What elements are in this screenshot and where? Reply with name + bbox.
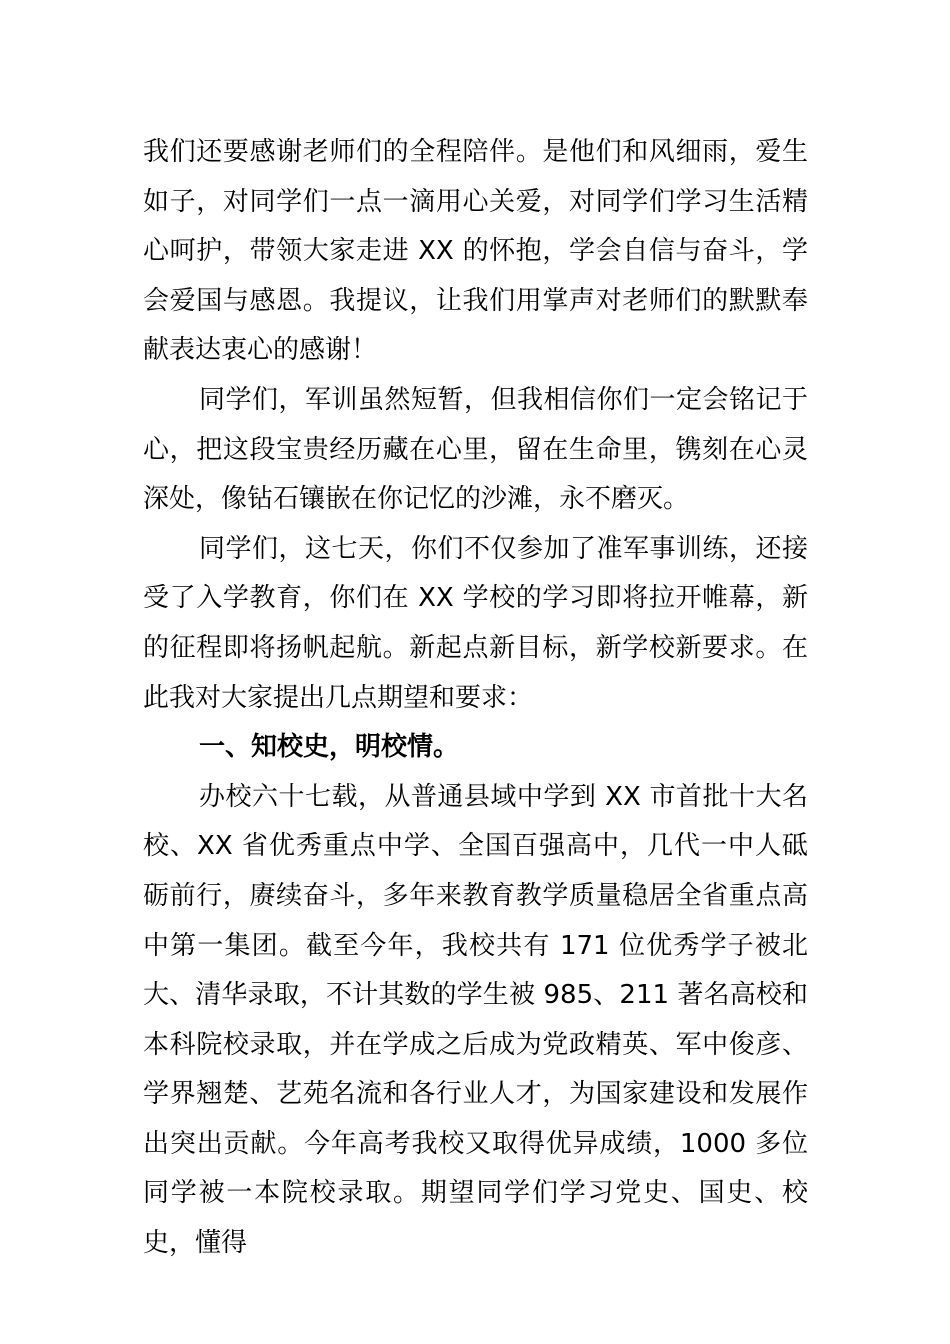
section-heading-school-history: 一、知校史，明校情。 xyxy=(199,732,460,763)
paragraph-school-history: 办校六十七载，从普通县域中学到 XX 市首批十大名校、XX 省优秀重点中学、全国百强高中，几代一中人砥砺前行，赓续奋斗，多年来教育教学质量稳居全省重点高中第一集团。截至今年，我校共有 171 位优秀学子被北大、清华录取，不计其数的学生被 985、211 著名高校和本科院校录取，并在学成之后成为党政精英、军中俊彦、学界翘楚、艺苑名流和各行业人才，为国家建设和发展作出突出贡献。今年高考我校又取得优异成绩，1000 多位同学被一本院校录取。期望同学们学习党史、国史、校史，懂得 xyxy=(143,781,808,1259)
paragraph-thanks-teachers: 我们还要感谢老师们的全程陪伴。是他们和风细雨，爱生如子，对同学们一点一滴用心关爱，对同学们学习生活精心呵护，带领大家走进 XX 的怀抱，学会自信与奋斗，学会爱国与感恩。我提议，让我们用掌声对老师们的默默奉献表达衷心的感谢！ xyxy=(143,137,808,366)
paragraph-expectations-intro: 同学们，这七天，你们不仅参加了准军事训练，还接受了入学教育，你们在 XX 学校的学习即将拉开帷幕，新的征程即将扬帆起航。新起点新目标，新学校新要求。在此我对大家提出几点期望和要求： xyxy=(143,533,808,713)
document-body xyxy=(143,128,808,1269)
paragraph-military-training: 同学们，军训虽然短暂，但我相信你们一定会铭记于心，把这段宝贵经历藏在心里，留在生命里，镌刻在心灵深处，像钻石镶嵌在你记忆的沙滩，永不磨灭。 xyxy=(143,384,808,515)
